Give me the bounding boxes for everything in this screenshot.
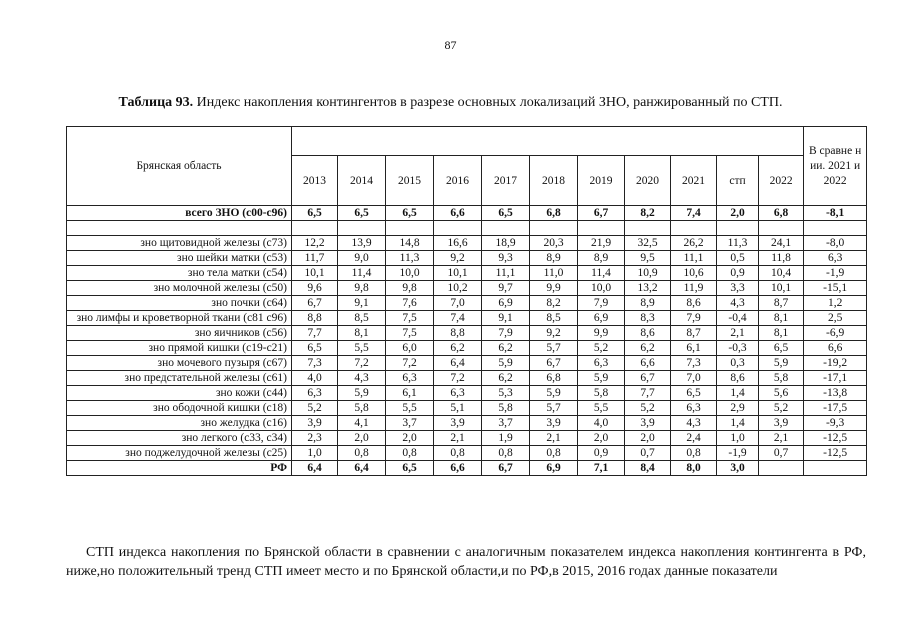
value-cell: 2,4 bbox=[671, 431, 717, 446]
value-cell: 4,3 bbox=[717, 296, 759, 311]
value-cell: 9,9 bbox=[578, 326, 625, 341]
value-cell: 5,2 bbox=[578, 341, 625, 356]
table-row bbox=[67, 266, 867, 281]
change-cell: -12,5 bbox=[804, 431, 867, 446]
value-cell: 6,9 bbox=[578, 311, 625, 326]
value-cell: 10,4 bbox=[759, 266, 804, 281]
value-cell: 6,8 bbox=[759, 206, 804, 221]
value-cell: 6,4 bbox=[338, 461, 386, 476]
change-cell: -8,1 bbox=[804, 206, 867, 221]
change-cell: -8,0 bbox=[804, 236, 867, 251]
spacer-cell bbox=[578, 221, 625, 236]
table-row bbox=[67, 236, 867, 251]
value-cell: 6,2 bbox=[625, 341, 671, 356]
year-header-7: 2020 bbox=[625, 156, 671, 206]
year-header-0: 2013 bbox=[292, 156, 338, 206]
value-cell: 9,2 bbox=[530, 326, 578, 341]
value-cell: 8,3 bbox=[625, 311, 671, 326]
year-header-6: 2019 bbox=[578, 156, 625, 206]
region-header: Брянская область bbox=[67, 127, 292, 206]
row-label: зно поджелудочной железы (с25) bbox=[67, 446, 292, 461]
value-cell: 5,9 bbox=[578, 371, 625, 386]
value-cell: 8,4 bbox=[625, 461, 671, 476]
row-label: зно тела матки (с54) bbox=[67, 266, 292, 281]
value-cell: 8,2 bbox=[530, 296, 578, 311]
spacer-cell bbox=[482, 221, 530, 236]
value-cell: 7,7 bbox=[625, 386, 671, 401]
value-cell: 18,9 bbox=[482, 236, 530, 251]
value-cell: 7,2 bbox=[434, 371, 482, 386]
value-cell: 10,9 bbox=[625, 266, 671, 281]
spacer-cell bbox=[292, 221, 338, 236]
change-cell: -15,1 bbox=[804, 281, 867, 296]
value-cell: 5,5 bbox=[386, 401, 434, 416]
change-header: В сравне нии. 2021 и 2022 bbox=[804, 127, 867, 206]
value-cell: 8,1 bbox=[338, 326, 386, 341]
value-cell: 9,2 bbox=[434, 251, 482, 266]
value-cell: 7,5 bbox=[386, 326, 434, 341]
value-cell: 7,2 bbox=[386, 356, 434, 371]
change-cell: 1,2 bbox=[804, 296, 867, 311]
row-label: зно молочной железы (с50) bbox=[67, 281, 292, 296]
value-cell: 5,3 bbox=[482, 386, 530, 401]
table-row bbox=[67, 356, 867, 371]
value-cell: 2,0 bbox=[338, 431, 386, 446]
value-cell: 7,4 bbox=[434, 311, 482, 326]
value-cell: 10,0 bbox=[386, 266, 434, 281]
year-header-3: 2016 bbox=[434, 156, 482, 206]
value-cell: 8,7 bbox=[671, 326, 717, 341]
table-row bbox=[67, 386, 867, 401]
value-cell: 6,5 bbox=[292, 206, 338, 221]
value-cell: -0,3 bbox=[717, 341, 759, 356]
value-cell: 9,9 bbox=[530, 281, 578, 296]
value-cell: 0,8 bbox=[434, 446, 482, 461]
value-cell: 8,6 bbox=[671, 296, 717, 311]
value-cell: 6,8 bbox=[530, 206, 578, 221]
value-cell: 26,2 bbox=[671, 236, 717, 251]
value-cell: 4,0 bbox=[292, 371, 338, 386]
value-cell: 2,0 bbox=[386, 431, 434, 446]
value-cell: 0,9 bbox=[578, 446, 625, 461]
value-cell: 5,9 bbox=[482, 356, 530, 371]
rf-row bbox=[67, 461, 867, 476]
value-cell: 8,6 bbox=[625, 326, 671, 341]
value-cell: 0,5 bbox=[717, 251, 759, 266]
value-cell: 11,8 bbox=[759, 251, 804, 266]
value-cell: 8,1 bbox=[759, 326, 804, 341]
value-cell: 5,9 bbox=[338, 386, 386, 401]
value-cell: 8,7 bbox=[759, 296, 804, 311]
year-header-10: 2022 bbox=[759, 156, 804, 206]
value-cell: 12,2 bbox=[292, 236, 338, 251]
value-cell: -1,9 bbox=[717, 446, 759, 461]
value-cell: 0,9 bbox=[717, 266, 759, 281]
value-cell: 3,9 bbox=[759, 416, 804, 431]
value-cell: 5,7 bbox=[530, 401, 578, 416]
value-cell: 6,4 bbox=[434, 356, 482, 371]
table-caption-text: Индекс накопления контингентов в разрезе основных локализаций ЗНО, ранжированный по СТП. bbox=[193, 95, 783, 110]
year-header-1: 2014 bbox=[338, 156, 386, 206]
change-cell: -13,8 bbox=[804, 386, 867, 401]
value-cell: 8,8 bbox=[292, 311, 338, 326]
value-cell: 10,1 bbox=[292, 266, 338, 281]
value-cell: 5,7 bbox=[530, 341, 578, 356]
value-cell: 6,3 bbox=[434, 386, 482, 401]
table-row bbox=[67, 371, 867, 386]
value-cell: 6,4 bbox=[292, 461, 338, 476]
value-cell: 8,9 bbox=[578, 251, 625, 266]
value-cell: 5,9 bbox=[759, 356, 804, 371]
row-label: зно шейки матки (с53) bbox=[67, 251, 292, 266]
change-cell: -1,9 bbox=[804, 266, 867, 281]
value-cell: 10,1 bbox=[434, 266, 482, 281]
value-cell: 6,6 bbox=[434, 461, 482, 476]
value-cell: 2,0 bbox=[625, 431, 671, 446]
value-cell: 1,9 bbox=[482, 431, 530, 446]
value-cell: 2,1 bbox=[717, 326, 759, 341]
value-cell: 6,0 bbox=[386, 341, 434, 356]
value-cell: 5,8 bbox=[578, 386, 625, 401]
value-cell: 4,1 bbox=[338, 416, 386, 431]
spacer-cell bbox=[625, 221, 671, 236]
change-cell: 2,5 bbox=[804, 311, 867, 326]
value-cell: 8,1 bbox=[759, 311, 804, 326]
value-cell: 8,0 bbox=[671, 461, 717, 476]
value-cell: 21,9 bbox=[578, 236, 625, 251]
change-cell bbox=[804, 461, 867, 476]
value-cell: 3,9 bbox=[625, 416, 671, 431]
value-cell: 6,2 bbox=[482, 371, 530, 386]
value-cell: 1,0 bbox=[292, 446, 338, 461]
value-cell: 4,0 bbox=[578, 416, 625, 431]
change-cell: -9,3 bbox=[804, 416, 867, 431]
value-cell: 8,9 bbox=[530, 251, 578, 266]
value-cell: 6,7 bbox=[482, 461, 530, 476]
value-cell: 4,3 bbox=[338, 371, 386, 386]
row-label: зно предстательной железы (с61) bbox=[67, 371, 292, 386]
spacer-cell bbox=[804, 221, 867, 236]
row-label: зно яичников (с56) bbox=[67, 326, 292, 341]
value-cell: 7,9 bbox=[671, 311, 717, 326]
value-cell: 3,0 bbox=[717, 461, 759, 476]
value-cell: 6,2 bbox=[482, 341, 530, 356]
value-cell: 11,1 bbox=[671, 251, 717, 266]
value-cell: 13,9 bbox=[338, 236, 386, 251]
year-header-5: 2018 bbox=[530, 156, 578, 206]
value-cell: 6,5 bbox=[386, 461, 434, 476]
value-cell: 7,5 bbox=[386, 311, 434, 326]
spacer-cell bbox=[530, 221, 578, 236]
page-number: 87 bbox=[444, 38, 457, 52]
value-cell: 7,9 bbox=[578, 296, 625, 311]
value-cell: 0,7 bbox=[625, 446, 671, 461]
spacer-cell bbox=[717, 221, 759, 236]
value-cell: 24,1 bbox=[759, 236, 804, 251]
value-cell: 6,1 bbox=[671, 341, 717, 356]
row-label: всего ЗНО (с00-с96) bbox=[67, 206, 292, 221]
value-cell: 7,3 bbox=[292, 356, 338, 371]
value-cell: 11,1 bbox=[482, 266, 530, 281]
value-cell: 6,5 bbox=[671, 386, 717, 401]
value-cell: 0,8 bbox=[530, 446, 578, 461]
value-cell: 7,2 bbox=[338, 356, 386, 371]
value-cell: 5,8 bbox=[759, 371, 804, 386]
row-label: зно почки (с64) bbox=[67, 296, 292, 311]
value-cell: 6,7 bbox=[625, 371, 671, 386]
row-label: зно щитовидной железы (с73) bbox=[67, 236, 292, 251]
change-cell: -17,5 bbox=[804, 401, 867, 416]
table-row bbox=[67, 446, 867, 461]
spacer-cell bbox=[671, 221, 717, 236]
value-cell: 7,4 bbox=[671, 206, 717, 221]
body-paragraph: СТП индекса накопления по Брянской области в сравнении с аналогичным показателем индекса накопления контингента в РФ, ниже,но положительный тренд СТП имеет место и по Брянской области,и по РФ,в 2015, 2016 годах данные показатели bbox=[66, 545, 866, 579]
value-cell: 4,3 bbox=[671, 416, 717, 431]
value-cell: 10,6 bbox=[671, 266, 717, 281]
table-caption-number: Таблица 93. bbox=[118, 95, 194, 110]
value-cell: 2,0 bbox=[717, 206, 759, 221]
header-blank-cell bbox=[292, 127, 804, 156]
value-cell: 11,4 bbox=[578, 266, 625, 281]
value-cell: 9,5 bbox=[625, 251, 671, 266]
value-cell: 9,1 bbox=[482, 311, 530, 326]
spacer-cell bbox=[67, 221, 292, 236]
change-cell: -6,9 bbox=[804, 326, 867, 341]
value-cell: 3,9 bbox=[292, 416, 338, 431]
value-cell: 7,9 bbox=[482, 326, 530, 341]
value-cell: 5,2 bbox=[625, 401, 671, 416]
row-label: зно кожи (с44) bbox=[67, 386, 292, 401]
table-caption bbox=[0, 95, 901, 111]
value-cell: 2,1 bbox=[530, 431, 578, 446]
value-cell: 10,0 bbox=[578, 281, 625, 296]
value-cell: 6,9 bbox=[482, 296, 530, 311]
row-label: зно лимфы и кроветворной ткани (с81 с96) bbox=[67, 311, 292, 326]
value-cell: 7,0 bbox=[671, 371, 717, 386]
value-cell: 0,8 bbox=[671, 446, 717, 461]
value-cell: 8,5 bbox=[338, 311, 386, 326]
table-row bbox=[67, 251, 867, 266]
value-cell: 9,6 bbox=[292, 281, 338, 296]
row-label: зно прямой кишки (с19-с21) bbox=[67, 341, 292, 356]
value-cell: 5,2 bbox=[759, 401, 804, 416]
spacer-cell bbox=[386, 221, 434, 236]
value-cell: 8,9 bbox=[625, 296, 671, 311]
value-cell: 6,3 bbox=[386, 371, 434, 386]
change-cell: -12,5 bbox=[804, 446, 867, 461]
value-cell: 9,7 bbox=[482, 281, 530, 296]
value-cell: 2,0 bbox=[578, 431, 625, 446]
value-cell: 0,8 bbox=[482, 446, 530, 461]
value-cell: 3,3 bbox=[717, 281, 759, 296]
value-cell: 3,9 bbox=[530, 416, 578, 431]
value-cell: 6,3 bbox=[671, 401, 717, 416]
change-cell: -19,2 bbox=[804, 356, 867, 371]
value-cell: 5,8 bbox=[338, 401, 386, 416]
table-row bbox=[67, 311, 867, 326]
change-cell: -17,1 bbox=[804, 371, 867, 386]
value-cell: 5,1 bbox=[434, 401, 482, 416]
value-cell bbox=[759, 461, 804, 476]
value-cell: 5,5 bbox=[578, 401, 625, 416]
value-cell: 6,7 bbox=[292, 296, 338, 311]
value-cell: 6,6 bbox=[434, 206, 482, 221]
value-cell: 6,2 bbox=[434, 341, 482, 356]
value-cell: 9,8 bbox=[386, 281, 434, 296]
value-cell: 14,8 bbox=[386, 236, 434, 251]
value-cell: 7,6 bbox=[386, 296, 434, 311]
value-cell: 11,3 bbox=[386, 251, 434, 266]
year-header-9: стп bbox=[717, 156, 759, 206]
table-row bbox=[67, 296, 867, 311]
value-cell: 1,4 bbox=[717, 386, 759, 401]
value-cell: 6,5 bbox=[759, 341, 804, 356]
value-cell: 1,0 bbox=[717, 431, 759, 446]
value-cell: 9,0 bbox=[338, 251, 386, 266]
change-cell: 6,6 bbox=[804, 341, 867, 356]
value-cell: 5,2 bbox=[292, 401, 338, 416]
row-label: зно легкого (с33, с34) bbox=[67, 431, 292, 446]
value-cell: 6,7 bbox=[578, 206, 625, 221]
value-cell: 3,9 bbox=[434, 416, 482, 431]
value-cell: 8,5 bbox=[530, 311, 578, 326]
value-cell: 6,5 bbox=[338, 206, 386, 221]
value-cell: 2,1 bbox=[434, 431, 482, 446]
value-cell: -0,4 bbox=[717, 311, 759, 326]
data-table bbox=[66, 126, 867, 476]
value-cell: 16,6 bbox=[434, 236, 482, 251]
value-cell: 5,5 bbox=[338, 341, 386, 356]
value-cell: 2,3 bbox=[292, 431, 338, 446]
value-cell: 6,9 bbox=[530, 461, 578, 476]
value-cell: 3,7 bbox=[386, 416, 434, 431]
value-cell: 6,5 bbox=[482, 206, 530, 221]
value-cell: 6,6 bbox=[625, 356, 671, 371]
total-row bbox=[67, 206, 867, 221]
table-row bbox=[67, 431, 867, 446]
value-cell: 9,8 bbox=[338, 281, 386, 296]
value-cell: 5,8 bbox=[482, 401, 530, 416]
row-label: зно желудка (с16) bbox=[67, 416, 292, 431]
table-row bbox=[67, 401, 867, 416]
value-cell: 2,9 bbox=[717, 401, 759, 416]
value-cell: 13,2 bbox=[625, 281, 671, 296]
value-cell: 0,7 bbox=[759, 446, 804, 461]
spacer-cell bbox=[759, 221, 804, 236]
value-cell: 11,3 bbox=[717, 236, 759, 251]
value-cell: 2,1 bbox=[759, 431, 804, 446]
year-header-4: 2017 bbox=[482, 156, 530, 206]
table-row bbox=[67, 416, 867, 431]
table-header-spacer-row bbox=[67, 127, 867, 156]
value-cell: 7,1 bbox=[578, 461, 625, 476]
value-cell: 0,8 bbox=[338, 446, 386, 461]
value-cell: 6,5 bbox=[292, 341, 338, 356]
value-cell: 11,7 bbox=[292, 251, 338, 266]
table-row bbox=[67, 341, 867, 356]
row-label: РФ bbox=[67, 461, 292, 476]
value-cell: 0,8 bbox=[386, 446, 434, 461]
value-cell: 6,5 bbox=[386, 206, 434, 221]
value-cell: 6,3 bbox=[578, 356, 625, 371]
row-label: зно ободочной кишки (с18) bbox=[67, 401, 292, 416]
spacer-cell bbox=[338, 221, 386, 236]
value-cell: 7,3 bbox=[671, 356, 717, 371]
value-cell: 8,6 bbox=[717, 371, 759, 386]
value-cell: 8,8 bbox=[434, 326, 482, 341]
spacer-row bbox=[67, 221, 867, 236]
value-cell: 6,8 bbox=[530, 371, 578, 386]
year-header-2: 2015 bbox=[386, 156, 434, 206]
value-cell: 6,3 bbox=[292, 386, 338, 401]
value-cell: 10,1 bbox=[759, 281, 804, 296]
value-cell: 11,0 bbox=[530, 266, 578, 281]
value-cell: 11,4 bbox=[338, 266, 386, 281]
value-cell: 3,7 bbox=[482, 416, 530, 431]
value-cell: 10,2 bbox=[434, 281, 482, 296]
value-cell: 7,7 bbox=[292, 326, 338, 341]
value-cell: 5,6 bbox=[759, 386, 804, 401]
value-cell: 9,3 bbox=[482, 251, 530, 266]
value-cell: 6,1 bbox=[386, 386, 434, 401]
value-cell: 5,9 bbox=[530, 386, 578, 401]
year-header-8: 2021 bbox=[671, 156, 717, 206]
value-cell: 8,2 bbox=[625, 206, 671, 221]
table-row bbox=[67, 281, 867, 296]
value-cell: 1,4 bbox=[717, 416, 759, 431]
value-cell: 20,3 bbox=[530, 236, 578, 251]
table-row bbox=[67, 326, 867, 341]
value-cell: 11,9 bbox=[671, 281, 717, 296]
value-cell: 6,7 bbox=[530, 356, 578, 371]
row-label: зно мочевого пузыря (с67) bbox=[67, 356, 292, 371]
value-cell: 9,1 bbox=[338, 296, 386, 311]
change-cell: 6,3 bbox=[804, 251, 867, 266]
spacer-cell bbox=[434, 221, 482, 236]
value-cell: 0,3 bbox=[717, 356, 759, 371]
value-cell: 32,5 bbox=[625, 236, 671, 251]
value-cell: 7,0 bbox=[434, 296, 482, 311]
